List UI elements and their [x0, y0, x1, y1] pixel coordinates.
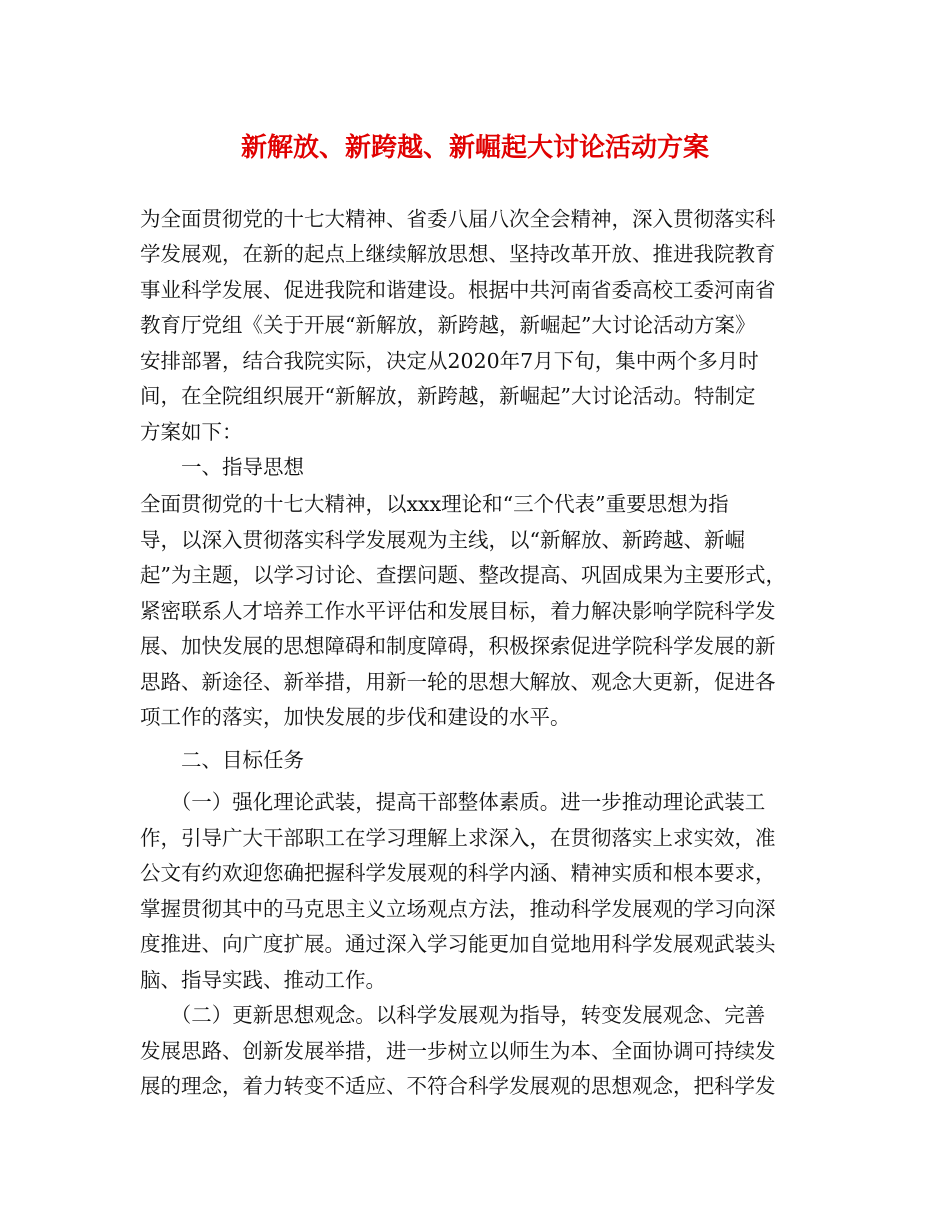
body-line: 安排部署，结合我院实际，决定从2020年7月下旬，集中两个多月时 [140, 349, 759, 373]
body-line: 思路、新途径、新举措，用新一轮的思想大解放、观念大更新，促进各 [140, 670, 776, 694]
body-line: 紧密联系人才培养工作水平评估和发展目标，着力解决影响学院科学发 [140, 599, 776, 623]
body-line: 项工作的落实，加快发展的步伐和建设的水平。 [140, 705, 571, 729]
body-line: 教育厅党组《关于开展“新解放，新跨越，新崛起”大讨论活动方案》 [140, 313, 756, 337]
document-title: 新解放、新跨越、新崛起大讨论活动方案 [240, 133, 709, 163]
body-line: 学发展观，在新的起点上继续解放思想、坚持改革开放、推进我院教育 [140, 242, 776, 266]
body-line: 起”为主题，以学习讨论、查摆问题、整改提高、巩固成果为主要形式， [140, 563, 786, 587]
body-line: 公文有约欢迎您确把握科学发展观的科学内涵、精神实质和根本要求， [140, 861, 776, 885]
body-line: 展、加快发展的思想障碍和制度障碍，积极探索促进学院科学发展的新 [140, 634, 776, 658]
body-line: 事业科学发展、促进我院和谐建设。根据中共河南省委高校工委河南省 [140, 278, 776, 302]
section-heading: 二、目标任务 [140, 748, 304, 772]
body-line: 间，在全院组织展开“新解放，新跨越，新崛起”大讨论活动。特制定 [140, 384, 756, 408]
body-line: 掌握贯彻其中的马克思主义立场观点方法，推动科学发展观的学习向深 [140, 897, 776, 921]
body-line: 全面贯彻党的十七大精神，以xxx理论和“三个代表”重要思想为指 [140, 492, 729, 516]
body-line: 作，引导广大干部职工在学习理解上求深入，在贯彻落实上求实效，准 [140, 826, 776, 850]
section-heading: 一、指导思想 [140, 455, 304, 479]
body-line: （二）更新思想观念。以科学发展观为指导，转变发展观念、完善 [140, 1003, 766, 1027]
body-line: 为全面贯彻党的十七大精神、省委八届八次全会精神，深入贯彻落实科 [140, 207, 776, 231]
body-line: 发展思路、创新发展举措，进一步树立以师生为本、全面协调可持续发 [140, 1039, 776, 1063]
body-line: 展的理念，着力转变不适应、不符合科学发展观的思想观念，把科学发 [140, 1074, 776, 1098]
body-line: 导，以深入贯彻落实科学发展观为主线，以“新解放、新跨越、新崛 [140, 528, 745, 552]
body-line: 度推进、向广度扩展。通过深入学习能更加自觉地用科学发展观武装头 [140, 932, 776, 956]
body-line: （一）强化理论武装，提高干部整体素质。进一步推动理论武装工 [140, 790, 766, 814]
body-line: 脑、指导实践、推动工作。 [140, 968, 386, 992]
body-line: 方案如下： [140, 420, 243, 444]
